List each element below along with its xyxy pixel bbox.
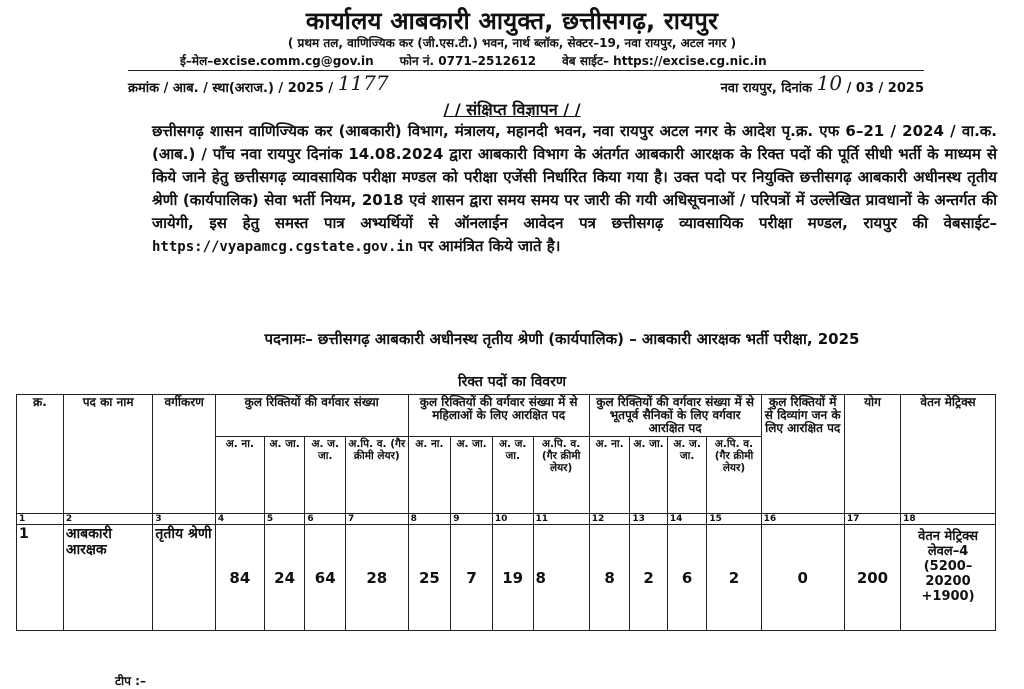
notice-heading-text: / / संक्षिप्त विज्ञापन / /	[443, 100, 581, 119]
subheader-cell: अ. ज. जा.	[667, 437, 707, 514]
cell-exsvc-obc: 2	[707, 525, 761, 631]
cell-exsvc-un: 8	[589, 525, 630, 631]
cell-post: आबकारी आरक्षक	[63, 525, 153, 631]
column-number: 12	[589, 514, 630, 525]
office-title: कार्यालय आबकारी आयुक्त, छत्तीसगढ़, रायपुर	[305, 7, 719, 35]
column-number: 10	[492, 514, 533, 525]
cell-total-st: 64	[305, 525, 346, 631]
date-prefix: नवा रायपुर, दिनांक	[720, 81, 813, 96]
vyapam-url: https://vyapamcg.cgstate.gov.in	[152, 239, 414, 255]
header-total: योग	[844, 395, 900, 514]
reference-number-prefix: क्रमांक / आब. / स्था(अराज.) / 2025 /	[128, 81, 334, 96]
handwritten-day: 10	[816, 71, 843, 95]
cell-pay-matrix: वेतन मेट्रिक्स लेवल–4 (5200–20200 +1900)	[901, 525, 996, 631]
column-number: 11	[533, 514, 589, 525]
subheader-cell: अ. ज. जा.	[492, 437, 533, 514]
column-number: 13	[630, 514, 667, 525]
column-number: 18	[901, 514, 996, 525]
column-number: 1	[17, 514, 64, 525]
column-number: 9	[451, 514, 493, 525]
subheader-cell: अ.पि. व. (गैर क्रीमी लेयर)	[346, 437, 409, 514]
phone-text: फोन नं. 0771–2512612	[399, 54, 537, 68]
vacancy-table-title: रिक्त पदों का विवरण	[458, 374, 566, 390]
column-number: 6	[305, 514, 346, 525]
cell-divyang: 0	[761, 525, 844, 631]
notice-body-end: पर आमंत्रित किये जाते है।	[413, 237, 561, 255]
column-number: 5	[264, 514, 305, 525]
column-number: 14	[667, 514, 707, 525]
post-name-line: पदनामः– छत्तीसगढ़ आबकारी अधीनस्थ तृतीय श्रेणी (कार्यपालिक) – आबकारी आरक्षक भर्ती परीक्षा, 2025	[264, 330, 860, 348]
cell-women-sc: 7	[451, 525, 493, 631]
reference-date	[721, 73, 924, 97]
vacancy-table	[16, 394, 996, 631]
header-pay: वेतन मेट्रिक्स	[901, 395, 996, 514]
subheader-cell: अ. जा.	[451, 437, 493, 514]
cell-women-st: 19	[492, 525, 533, 631]
header-women-group: कुल रिक्तियों की वर्गवार संख्या में से महिलाओं के लिए आरक्षित पद	[408, 395, 589, 437]
cell-total-sum: 200	[844, 525, 900, 631]
column-number: 8	[408, 514, 451, 525]
header-exservicemen-group: कुल रिक्तियों की वर्गवार संख्या में से भूतपूर्व सैनिकों के लिए वर्गवार आरक्षित पद	[589, 395, 761, 437]
column-number-row	[17, 514, 996, 525]
office-address: ( प्रथम तल, वाणिज्यिक कर (जी.एस.टी.) भवन, नार्थ ब्लॉक, सेक्टर–19, नवा रायपुर, अटल नगर )	[287, 36, 737, 50]
notice-body-main: छत्तीसगढ़ शासन वाणिज्यिक कर (आबकारी) विभाग, मंत्रालय, महानदी भवन, नवा रायपुर अटल नगर के आदेश पृ.क्र. एफ 6–21 / 2024 / वा.क.(आब.) / पाँच नवा रायपुर दिनांक 14.08.2024 द्वारा आबकारी विभाग के अंतर्गत आबकारी आरक्षक के रिक्त पदों की पूर्ति सीधी भर्ती के माध्यम से किये जाने हेतु छत्तीसगढ़ व्यावसायिक परीक्षा मण्डल को परीक्षा एजेंसी निर्धारित किया गया है। उक्त पदो पर नियुक्ति छत्तीसगढ़ आबकारी अधीनस्थ तृतीय श्रेणी (कार्यपालिक) सेवा भर्ती नियम, 2018 एवं शासन द्वारा समय समय पर जारी की गयी अधिसूचनाओं / परिपत्रों में उल्लेखित प्रावधानों के अन्तर्गत की जायेगी, इस हेतु समस्त पात्र अभ्यर्थियों से ऑनलाईन आवेदन पत्र छत्तीसगढ़ व्यावसायिक परीक्षा मण्डल, रायपुर की वेबसाईट–	[152, 122, 997, 232]
date-rest: / 03 / 2025	[846, 81, 924, 96]
subheader-cell: अ.पि. व. (गैर क्रीमी लेयर)	[707, 437, 761, 514]
contact-line	[180, 52, 964, 69]
subheader-cell: अ. जा.	[264, 437, 305, 514]
subheader-cell: अ.पि. व. (गैर क्रीमी लेयर)	[533, 437, 589, 514]
column-number: 3	[153, 514, 215, 525]
subheader-cell: अ. ना.	[408, 437, 451, 514]
column-number: 7	[346, 514, 409, 525]
cell-total-sc: 24	[264, 525, 305, 631]
column-number: 15	[707, 514, 761, 525]
subheader-cell: अ. ना.	[215, 437, 264, 514]
email-text: ई–मेल–excise.comm.cg@gov.in	[180, 54, 374, 68]
subheader-cell: अ. जा.	[630, 437, 667, 514]
column-number: 17	[844, 514, 900, 525]
cell-total-obc: 28	[346, 525, 409, 631]
table-row	[17, 525, 996, 631]
handwritten-number: 1177	[337, 71, 389, 95]
cell-total-un: 84	[215, 525, 264, 631]
reference-line	[128, 70, 924, 96]
header-sno: क्र.	[17, 395, 64, 514]
cell-women-un: 25	[408, 525, 451, 631]
cell-women-obc: 8	[533, 525, 589, 631]
cell-exsvc-sc: 2	[630, 525, 667, 631]
table-header-row	[17, 395, 996, 437]
column-number: 4	[215, 514, 264, 525]
header-post: पद का नाम	[63, 395, 153, 514]
header-total-group: कुल रिक्तियों की वर्गवार संख्या	[215, 395, 408, 437]
cell-class: तृतीय श्रेणी	[153, 525, 215, 631]
column-number: 16	[761, 514, 844, 525]
footnote: टीप :–	[115, 674, 146, 688]
notice-body	[152, 120, 997, 259]
website-text: वेब साईट– https://excise.cg.nic.in	[562, 54, 767, 68]
header-class: वर्गीकरण	[153, 395, 215, 514]
cell-sno: 1	[17, 525, 64, 631]
reference-number	[128, 73, 389, 97]
cell-exsvc-st: 6	[667, 525, 707, 631]
subheader-cell: अ. ज. जा.	[305, 437, 346, 514]
notice-heading	[0, 98, 1024, 120]
subheader-cell: अ. ना.	[589, 437, 630, 514]
column-number: 2	[63, 514, 153, 525]
header-divyang: कुल रिक्तियों में से दिव्यांग जन के लिए आरक्षित पद	[761, 395, 844, 514]
